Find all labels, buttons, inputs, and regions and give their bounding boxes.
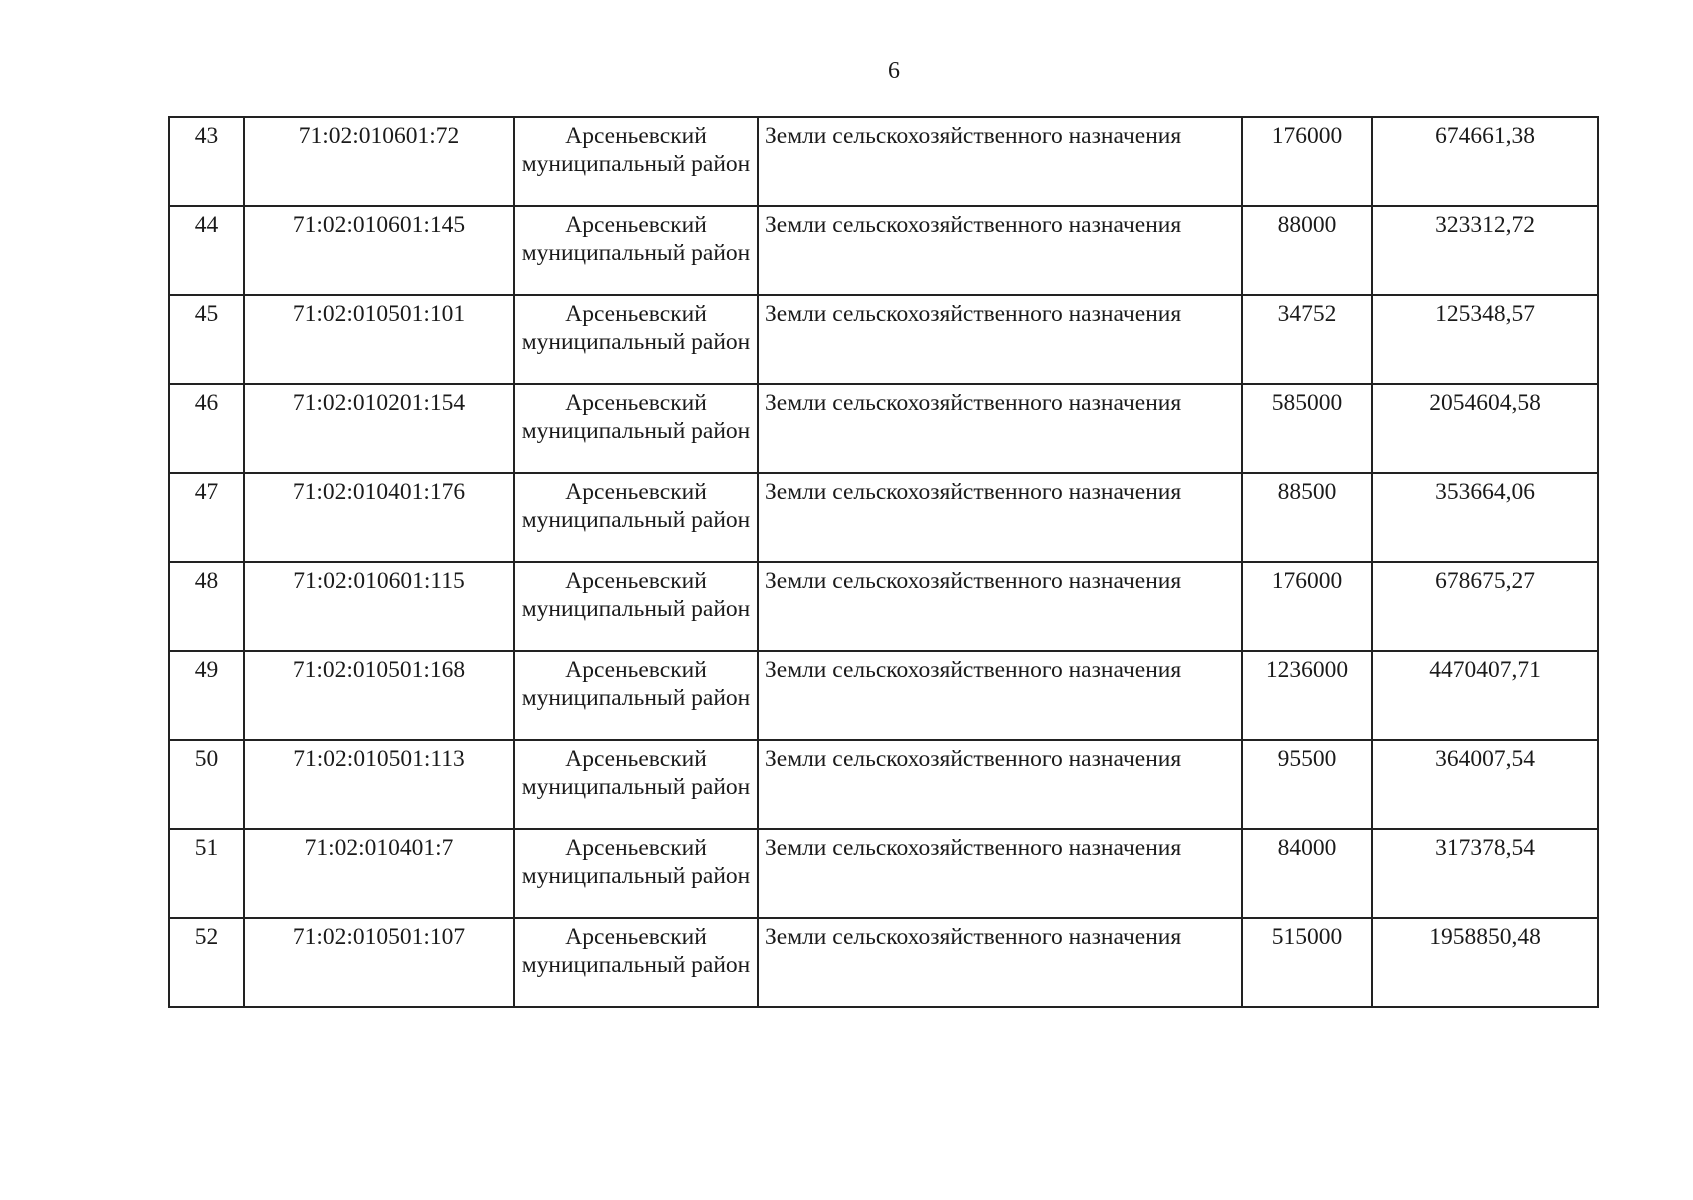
- row-number: 48: [169, 562, 244, 651]
- cadastral-value: 2054604,58: [1372, 384, 1598, 473]
- land-category: Земли сельскохозяйственного назначения: [758, 562, 1242, 651]
- table-row: [169, 117, 1598, 206]
- district-name: Арсеньевский муниципальный район: [514, 829, 758, 918]
- row-number: 43: [169, 117, 244, 206]
- land-category: Земли сельскохозяйственного назначения: [758, 651, 1242, 740]
- land-category: Земли сельскохозяйственного назначения: [758, 473, 1242, 562]
- cadastral-number: 71:02:010601:115: [244, 562, 514, 651]
- district-name: Арсеньевский муниципальный район: [514, 740, 758, 829]
- table-row: [169, 829, 1598, 918]
- area-value: 34752: [1242, 295, 1372, 384]
- row-number: 52: [169, 918, 244, 1007]
- area-value: 84000: [1242, 829, 1372, 918]
- district-name: Арсеньевский муниципальный район: [514, 295, 758, 384]
- cadastral-number: 71:02:010201:154: [244, 384, 514, 473]
- district-name: Арсеньевский муниципальный район: [514, 918, 758, 1007]
- district-name: Арсеньевский муниципальный район: [514, 384, 758, 473]
- cadastral-value: 125348,57: [1372, 295, 1598, 384]
- cadastral-number: 71:02:010501:107: [244, 918, 514, 1007]
- area-value: 88000: [1242, 206, 1372, 295]
- cadastral-number: 71:02:010401:176: [244, 473, 514, 562]
- district-name: Арсеньевский муниципальный район: [514, 562, 758, 651]
- row-number: 46: [169, 384, 244, 473]
- table-row: [169, 384, 1598, 473]
- district-name: Арсеньевский муниципальный район: [514, 651, 758, 740]
- table-body: [169, 117, 1598, 1007]
- land-category: Земли сельскохозяйственного назначения: [758, 206, 1242, 295]
- area-value: 88500: [1242, 473, 1372, 562]
- land-plots-table: [168, 116, 1599, 1008]
- cadastral-number: 71:02:010501:113: [244, 740, 514, 829]
- area-value: 1236000: [1242, 651, 1372, 740]
- table-row: [169, 651, 1598, 740]
- land-category: Земли сельскохозяйственного назначения: [758, 295, 1242, 384]
- cadastral-number: 71:02:010601:145: [244, 206, 514, 295]
- land-category: Земли сельскохозяйственного назначения: [758, 829, 1242, 918]
- cadastral-value: 678675,27: [1372, 562, 1598, 651]
- table-row: [169, 562, 1598, 651]
- area-value: 95500: [1242, 740, 1372, 829]
- land-category: Земли сельскохозяйственного назначения: [758, 740, 1242, 829]
- cadastral-value: 1958850,48: [1372, 918, 1598, 1007]
- district-name: Арсеньевский муниципальный район: [514, 117, 758, 206]
- area-value: 515000: [1242, 918, 1372, 1007]
- row-number: 47: [169, 473, 244, 562]
- table-row: [169, 206, 1598, 295]
- cadastral-value: 4470407,71: [1372, 651, 1598, 740]
- land-category: Земли сельскохозяйственного назначения: [758, 918, 1242, 1007]
- cadastral-value: 364007,54: [1372, 740, 1598, 829]
- cadastral-number: 71:02:010501:101: [244, 295, 514, 384]
- row-number: 45: [169, 295, 244, 384]
- district-name: Арсеньевский муниципальный район: [514, 473, 758, 562]
- cadastral-value: 674661,38: [1372, 117, 1598, 206]
- row-number: 49: [169, 651, 244, 740]
- cadastral-number: 71:02:010401:7: [244, 829, 514, 918]
- land-category: Земли сельскохозяйственного назначения: [758, 117, 1242, 206]
- row-number: 44: [169, 206, 244, 295]
- page-number: 6: [888, 58, 900, 84]
- table-row: [169, 295, 1598, 384]
- area-value: 176000: [1242, 117, 1372, 206]
- cadastral-number: 71:02:010601:72: [244, 117, 514, 206]
- area-value: 176000: [1242, 562, 1372, 651]
- row-number: 50: [169, 740, 244, 829]
- land-category: Земли сельскохозяйственного назначения: [758, 384, 1242, 473]
- cadastral-value: 317378,54: [1372, 829, 1598, 918]
- table-row: [169, 740, 1598, 829]
- area-value: 585000: [1242, 384, 1372, 473]
- district-name: Арсеньевский муниципальный район: [514, 206, 758, 295]
- table-row: [169, 473, 1598, 562]
- cadastral-number: 71:02:010501:168: [244, 651, 514, 740]
- cadastral-value: 323312,72: [1372, 206, 1598, 295]
- row-number: 51: [169, 829, 244, 918]
- cadastral-value: 353664,06: [1372, 473, 1598, 562]
- table-row: [169, 918, 1598, 1007]
